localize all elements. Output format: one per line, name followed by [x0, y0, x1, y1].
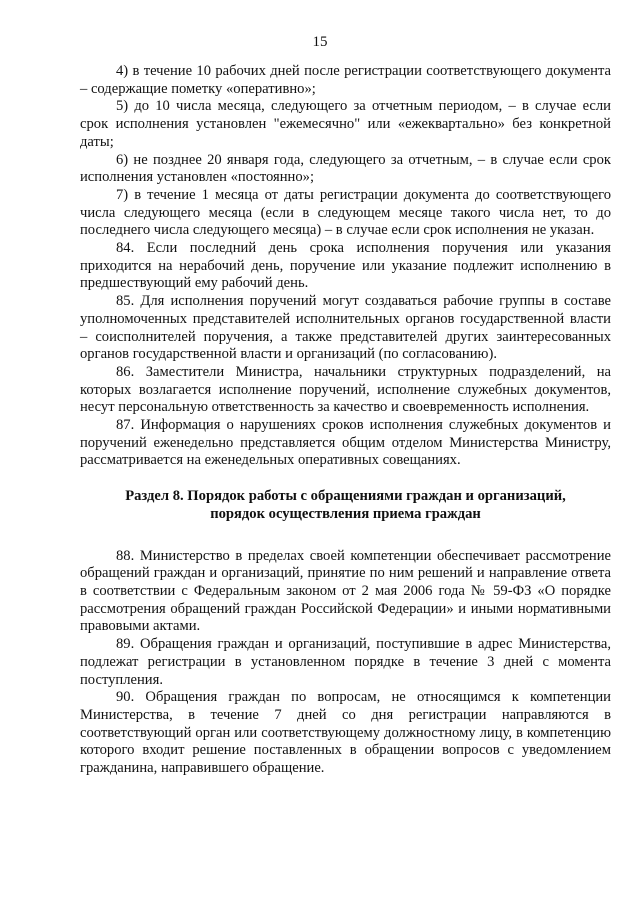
paragraph-item-5: 5) до 10 числа месяца, следующего за отчетным периодом, – в случае если срок исполнения установлен "ежемесячно" или «ежеквартально» без конкретной даты; [80, 98, 611, 150]
paragraph-89: 89. Обращения граждан и организаций, поступившие в адрес Министерства, подлежат регистрации в установленном порядке в течение 3 дней с момента поступления. [80, 636, 611, 688]
paragraph-item-4: 4) в течение 10 рабочих дней после регистрации соответствующего документа – содержащие пометку «оперативно»; [80, 63, 611, 97]
section-heading-line-1: Раздел 8. Порядок работы с обращениями граждан и организаций, [125, 488, 566, 505]
paragraph-88: 88. Министерство в пределах своей компетенции обеспечивает рассмотрение обращений граждан и организаций, принятие по ним решений и направление ответа в соответствии с Федеральным законом от 2 мая 2006 года № 59-ФЗ «О порядке рассмотрения обращений граждан Российской Федерации» и иными нормативными правовыми актами. [80, 547, 611, 635]
paragraph-85: 85. Для исполнения поручений могут создаваться рабочие группы в составе уполномоченных представителей исполнительных органов государственной власти – соисполнителей поручения, а также представителей других заинтересованных органов государственной власти и организаций (по согласованию). [80, 293, 611, 363]
section-heading-line-2: порядок осуществления приема граждан [210, 505, 481, 522]
paragraph-item-7: 7) в течение 1 месяца от даты регистрации документа до соответствующего числа следующего месяца (если в следующем месяце такого числа нет, то до последнего числа следующего месяца) – в случае если срок исполнения не указан. [80, 186, 611, 239]
paragraph-84: 84. Если последний день срока исполнения поручения или указания приходится на нерабочий день, поручение или указание подлежит исполнению в предшествующий ему рабочий день. [80, 240, 611, 292]
paragraph-86: 86. Заместители Министра, начальники структурных подразделений, на которых возлагается исполнение поручений, исполнение служебных документов, несут персональную ответственность за качество и своевременность исполнения. [80, 363, 611, 416]
paragraph-item-6: 6) не позднее 20 января года, следующего за отчетным, – в случае если срок исполнения установлен «постоянно»; [80, 151, 611, 186]
document-body [80, 63, 611, 778]
paragraph-87: 87. Информация о нарушениях сроков исполнения служебных документов и поручений еженедельно представляется общим отделом Министерства Министру, рассматривается на еженедельных оперативных совещаниях. [80, 417, 611, 469]
section-heading [80, 488, 611, 523]
page-number: 15 [312, 34, 328, 50]
paragraph-90: 90. Обращения граждан по вопросам, не относящимся к компетенции Министерства, в течение 7 дней со дня регистрации направляются в соответствующий орган или соответствующему должностному лицу, в компетенцию которого входит решение поставленных в обращении вопросов с уведомлением гражданина, направившего обращение. [80, 689, 611, 777]
